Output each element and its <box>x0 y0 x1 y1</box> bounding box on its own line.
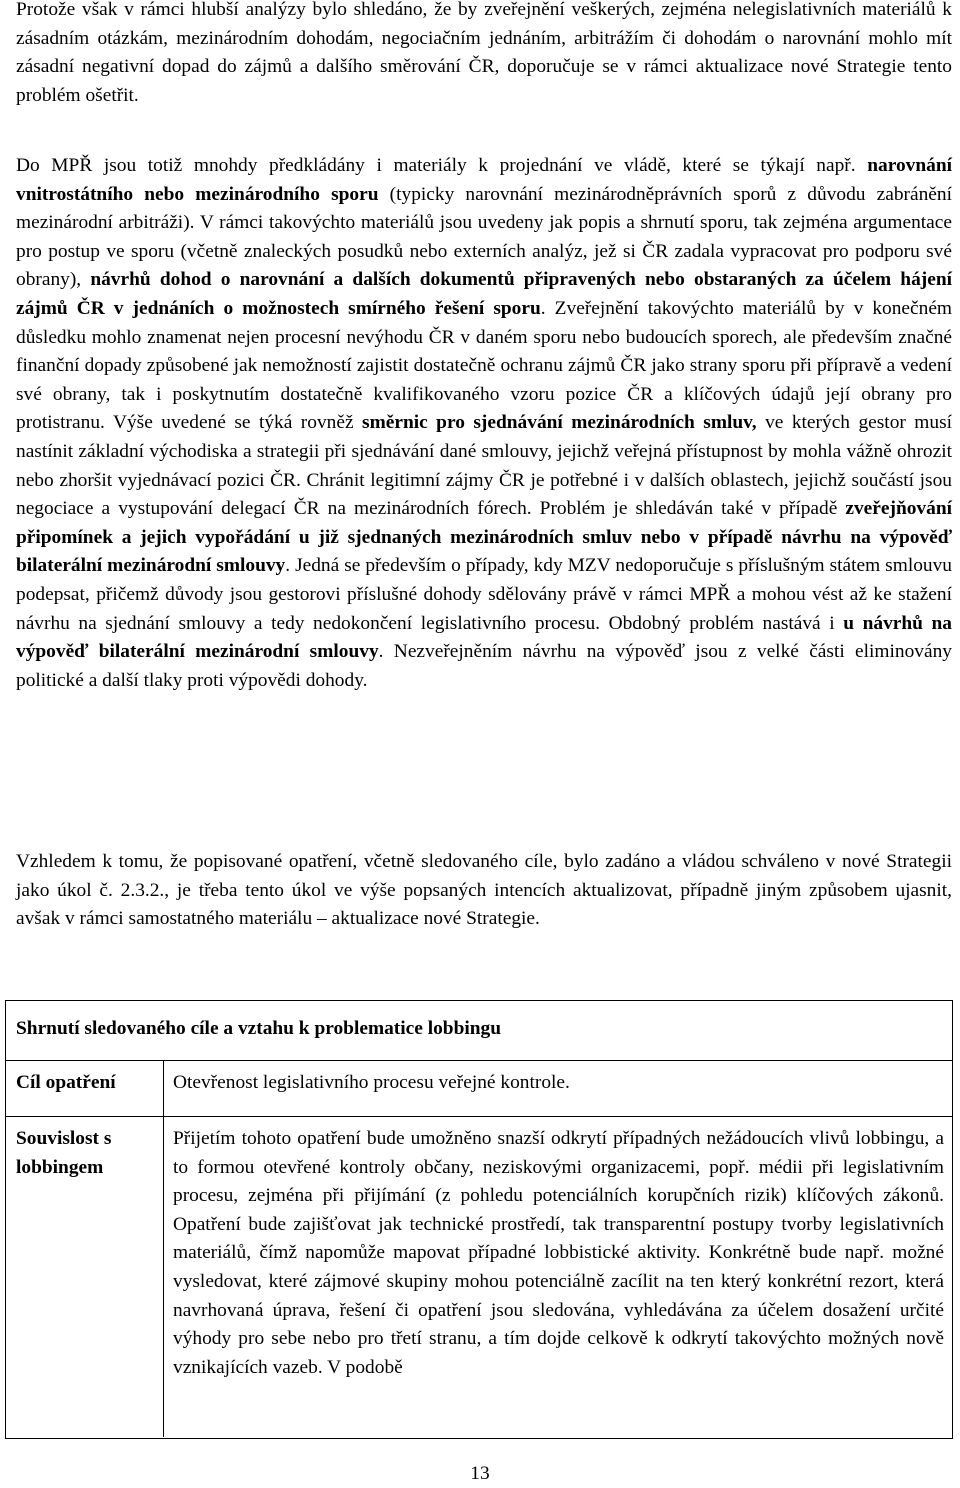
text-segment: . Nezveřejněním návrhu na výpověď jsou z velké části eliminovány politické a další tlaky proti výpovědi dohody. <box>16 641 952 691</box>
summary-table <box>5 1000 953 1439</box>
text-segment: ve kterých gestor musí nastínit základní východiska a strategii při sjednávání dané smlouvy, jejichž veřejná přístupnost by mohla vážně ohrozit nebo zhoršit vyjednávací pozici ČR. Chránit legitimní zájmy ČR je potřebné i v dalších oblastech, jejichž součástí jsou negociace a vystupování delegací ČR na mezinárodních fórech. Problém je shledáván také v případě <box>16 412 953 520</box>
text-segment: Vzhledem k tomu, že popisované opatření, včetně sledovaného cíle, bylo zadáno a vládou schváleno v nové Strategii jako úkol č. 2.3.2., je třeba tento úkol ve výše popsaných intencích aktualizovat, případně jiným způsobem ujasnit, avšak v rámci samostatného materiálu – aktualizace nové Strategie. <box>16 851 952 930</box>
text-segment: Protože však v rámci hlubší analýzy bylo shledáno, že by zveřejnění veškerých, zejména nelegislativních materiálů k zásadním otázkám, mezinárodním dohodám, negociačním jednáním, arbitrážím či dohodám o narovnání mohlo mít zásadní negativní dopad do zájmů a dalšího směrování ČR, doporučuje se v rámci aktualizace nové Strategie tento problém ošetřit. <box>16 0 952 106</box>
bold-text-segment: zveřejňování připomínek a jejich vypořádání u již sjednaných mezinárodních smluv nebo v případě návrhu na výpověď bilaterální mezinárodní smlouvy <box>16 498 952 577</box>
goal-text: Otevřenost legislativního procesu veřejné kontrole. <box>173 1072 570 1093</box>
summary-table-title: Shrnutí sledovaného cíle a vztahu k problematice lobbingu <box>6 1001 952 1061</box>
bold-text-segment: u návrhů na výpověď bilaterální mezinárodní smlouvy <box>16 612 952 663</box>
goal-label: Cíl opatření <box>6 1061 164 1116</box>
text-segment: . Jedná se především o případy, kdy MZV nedoporučuje s příslušným státem smlouvu podepsat, přičemž důvody jsou gestorovi příslušné dohody sdělovány právě v rámci MPŘ a mohou vést až ke stažení návrhu na sjednání smlouvy a tedy nedokončení legislativního procesu. Obdobný problém nastává i <box>16 555 952 634</box>
table-row-lobbying <box>6 1117 952 1437</box>
lobbying-label: Souvislost s lobbingem <box>6 1117 164 1437</box>
text-segment: . Zveřejnění takovýchto materiálů by v konečném důsledku mohlo znamenat nejen procesní nevýhodu ČR v daném sporu nebo budoucích sporech, ale především značné finanční dopady způsobené jak nemožností zajistit dostatečně ochranu zájmů ČR jako strany sporu při přípravě a vedení své obrany, tak i poskytnutím dostatečně kvalifikovaného vzoru pozice ČR a klíčových údajů její obrany pro protistranu. Výše uvedené se týká rovněž <box>16 297 953 434</box>
lobbying-text: Přijetím tohoto opatření bude umožněno snazší odkrytí případných nežádoucích vlivů lobbingu, a to formou otevřené kontroly občany, neziskovými organizacemi, popř. médii při legislativním procesu, zejména při přijímání (z pohledu potenciálních korupčních rizik) klíčových zákonů. Opatření bude zajišťovat jak technické prostředí, tak transparentní postupy tvorby legislativních materiálů, čímž napomůže mapovat případné lobbistické aktivity. Konkrétně bude např. možné vysledovat, které zájmové skupiny mohou potenciálně zacílit na ten který konkrétní rezort, která navrhovaná úprava, řešení či opatření jsou sledována, vyhledávána za účelem dosažení určité výhody pro sebe nebo pro třetí stranu, a tím dojde celkově k odkrytí takovýchto možných nově vznikajících vazeb. V podobě <box>173 1128 944 1378</box>
paragraph-confidentiality <box>16 0 952 110</box>
paragraph-mpr-materials <box>16 152 952 695</box>
bold-text-segment: směrnic pro sjednávání mezinárodních smluv, <box>362 412 757 434</box>
page-number: 13 <box>470 1463 490 1484</box>
text-segment: (typicky narovnání mezinárodněprávních sporů z důvodu zabránění mezinárodní arbitráži). V rámci takovýchto materiálů jsou uvedeny jak popis a shrnutí sporu, tak zejména argumentace pro postup ve sporu (včetně znaleckých posudků nebo externích analýz, jež si ČR zadala vypracovat pro podporu své obrany), <box>16 183 952 291</box>
paragraph-strategy-update <box>16 848 952 934</box>
bold-text-segment: narovnání vnitrostátního nebo mezinárodního sporu <box>16 155 952 205</box>
text-segment: Do MPŘ jsou totiž mnohdy předkládány i materiály k projednání ve vládě, které se týkají např. <box>16 155 868 176</box>
table-row-goal <box>6 1061 952 1117</box>
bold-text-segment: návrhů dohod o narovnání a dalších dokumentů připravených nebo obstaraných za účelem hájení zájmů ČR v jednáních o možnostech smírného řešení sporu <box>16 269 953 319</box>
